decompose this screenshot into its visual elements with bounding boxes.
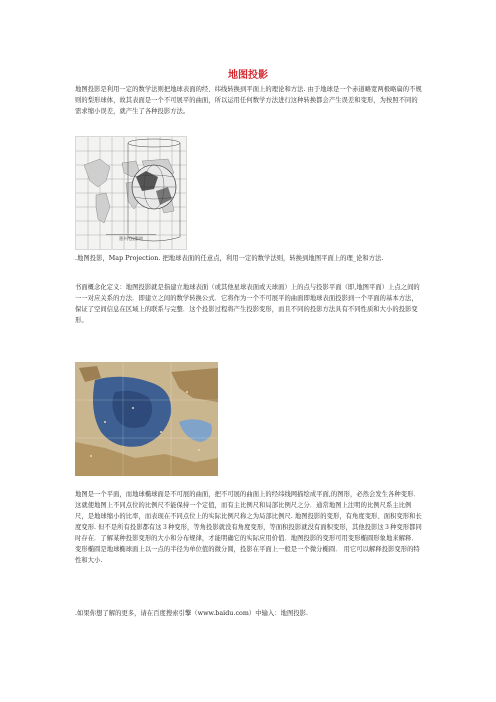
projection-figure — [75, 136, 187, 250]
projection-figure-drawing — [76, 137, 186, 249]
figure-caption: 墨卡托投影图 — [106, 234, 156, 243]
page-title: 地图投影 — [228, 70, 268, 81]
deformation-paragraph: 地图是一个平面，而地球椭球面是不可展的曲面，把不可展的曲面上的经纬线网描绘成平面,的图形，必然会发生各种变形．这就使地图上不同点位的比例尺不能保持一个定值，而有主比例尺和局部比例尺之分．通常地图上注明的比例尺系主比例尺，是地球缩小的比率，而表现在不同点位上的实际比例尺称之为局部比例尺. 地图投影的变形，有角度变形、面积变形和长度变形. 但不是所有投影都有这３种变形，等角投影就没有角度变形，等面积投影就没有面积变形，其他投影这３种变形都同时存在．了解某种投影变形的大小和分布规律，才能明确它的实际应用价值．地图投影的变形可用变形椭圆形象地来解释．变形椭圆是地球椭球面上以一点的半径为单位值的微分圆，投影在平面上一般是一个微分椭圆． 用它可以解释投影变形的特性和大小. — [75, 491, 422, 564]
search-hint-paragraph: .如果你想了解的更多，请在百度搜索引擎（www.baidu.com）中输入：地图投影. — [75, 610, 309, 617]
regional-map-image — [75, 362, 218, 476]
regional-map-drawing — [75, 362, 218, 476]
intro-paragraph: 地图投影是利用一定的数学法则把地球表面的经、纬线转换到平面上的理论和方法. 由于地球是一个赤道略宽两极略扁的不规则的梨形球体，故其表面是一个不可展平的曲面，所以运用任何数学方法进行这种转换都会产生误差和变形，为按照不同的需求缩小误差，就产生了各种投影方法。 — [75, 86, 422, 115]
definition-paragraph: .地图投影，Map Projection. 把地球表面的任意点，利用一定的数学法则，转换到地图平面上的理_论和方法. — [75, 255, 384, 262]
concept-paragraph: 书面概念化定义：地图投影就是指建立地球表面（或其他星球表面或天球面）上的点与投影平面（即,地图平面）上点之间的一一对应关系的方法．即建立之间的数学转换公式．它将作为一个不可展平的曲面即地球表面投影到一个平面的基本方法，保证了空间信息在区域上的联系与完整．这个投影过程将产生投影变形，而且不同的投影方法具有不同性质和大小的投影变形。 — [75, 284, 420, 324]
